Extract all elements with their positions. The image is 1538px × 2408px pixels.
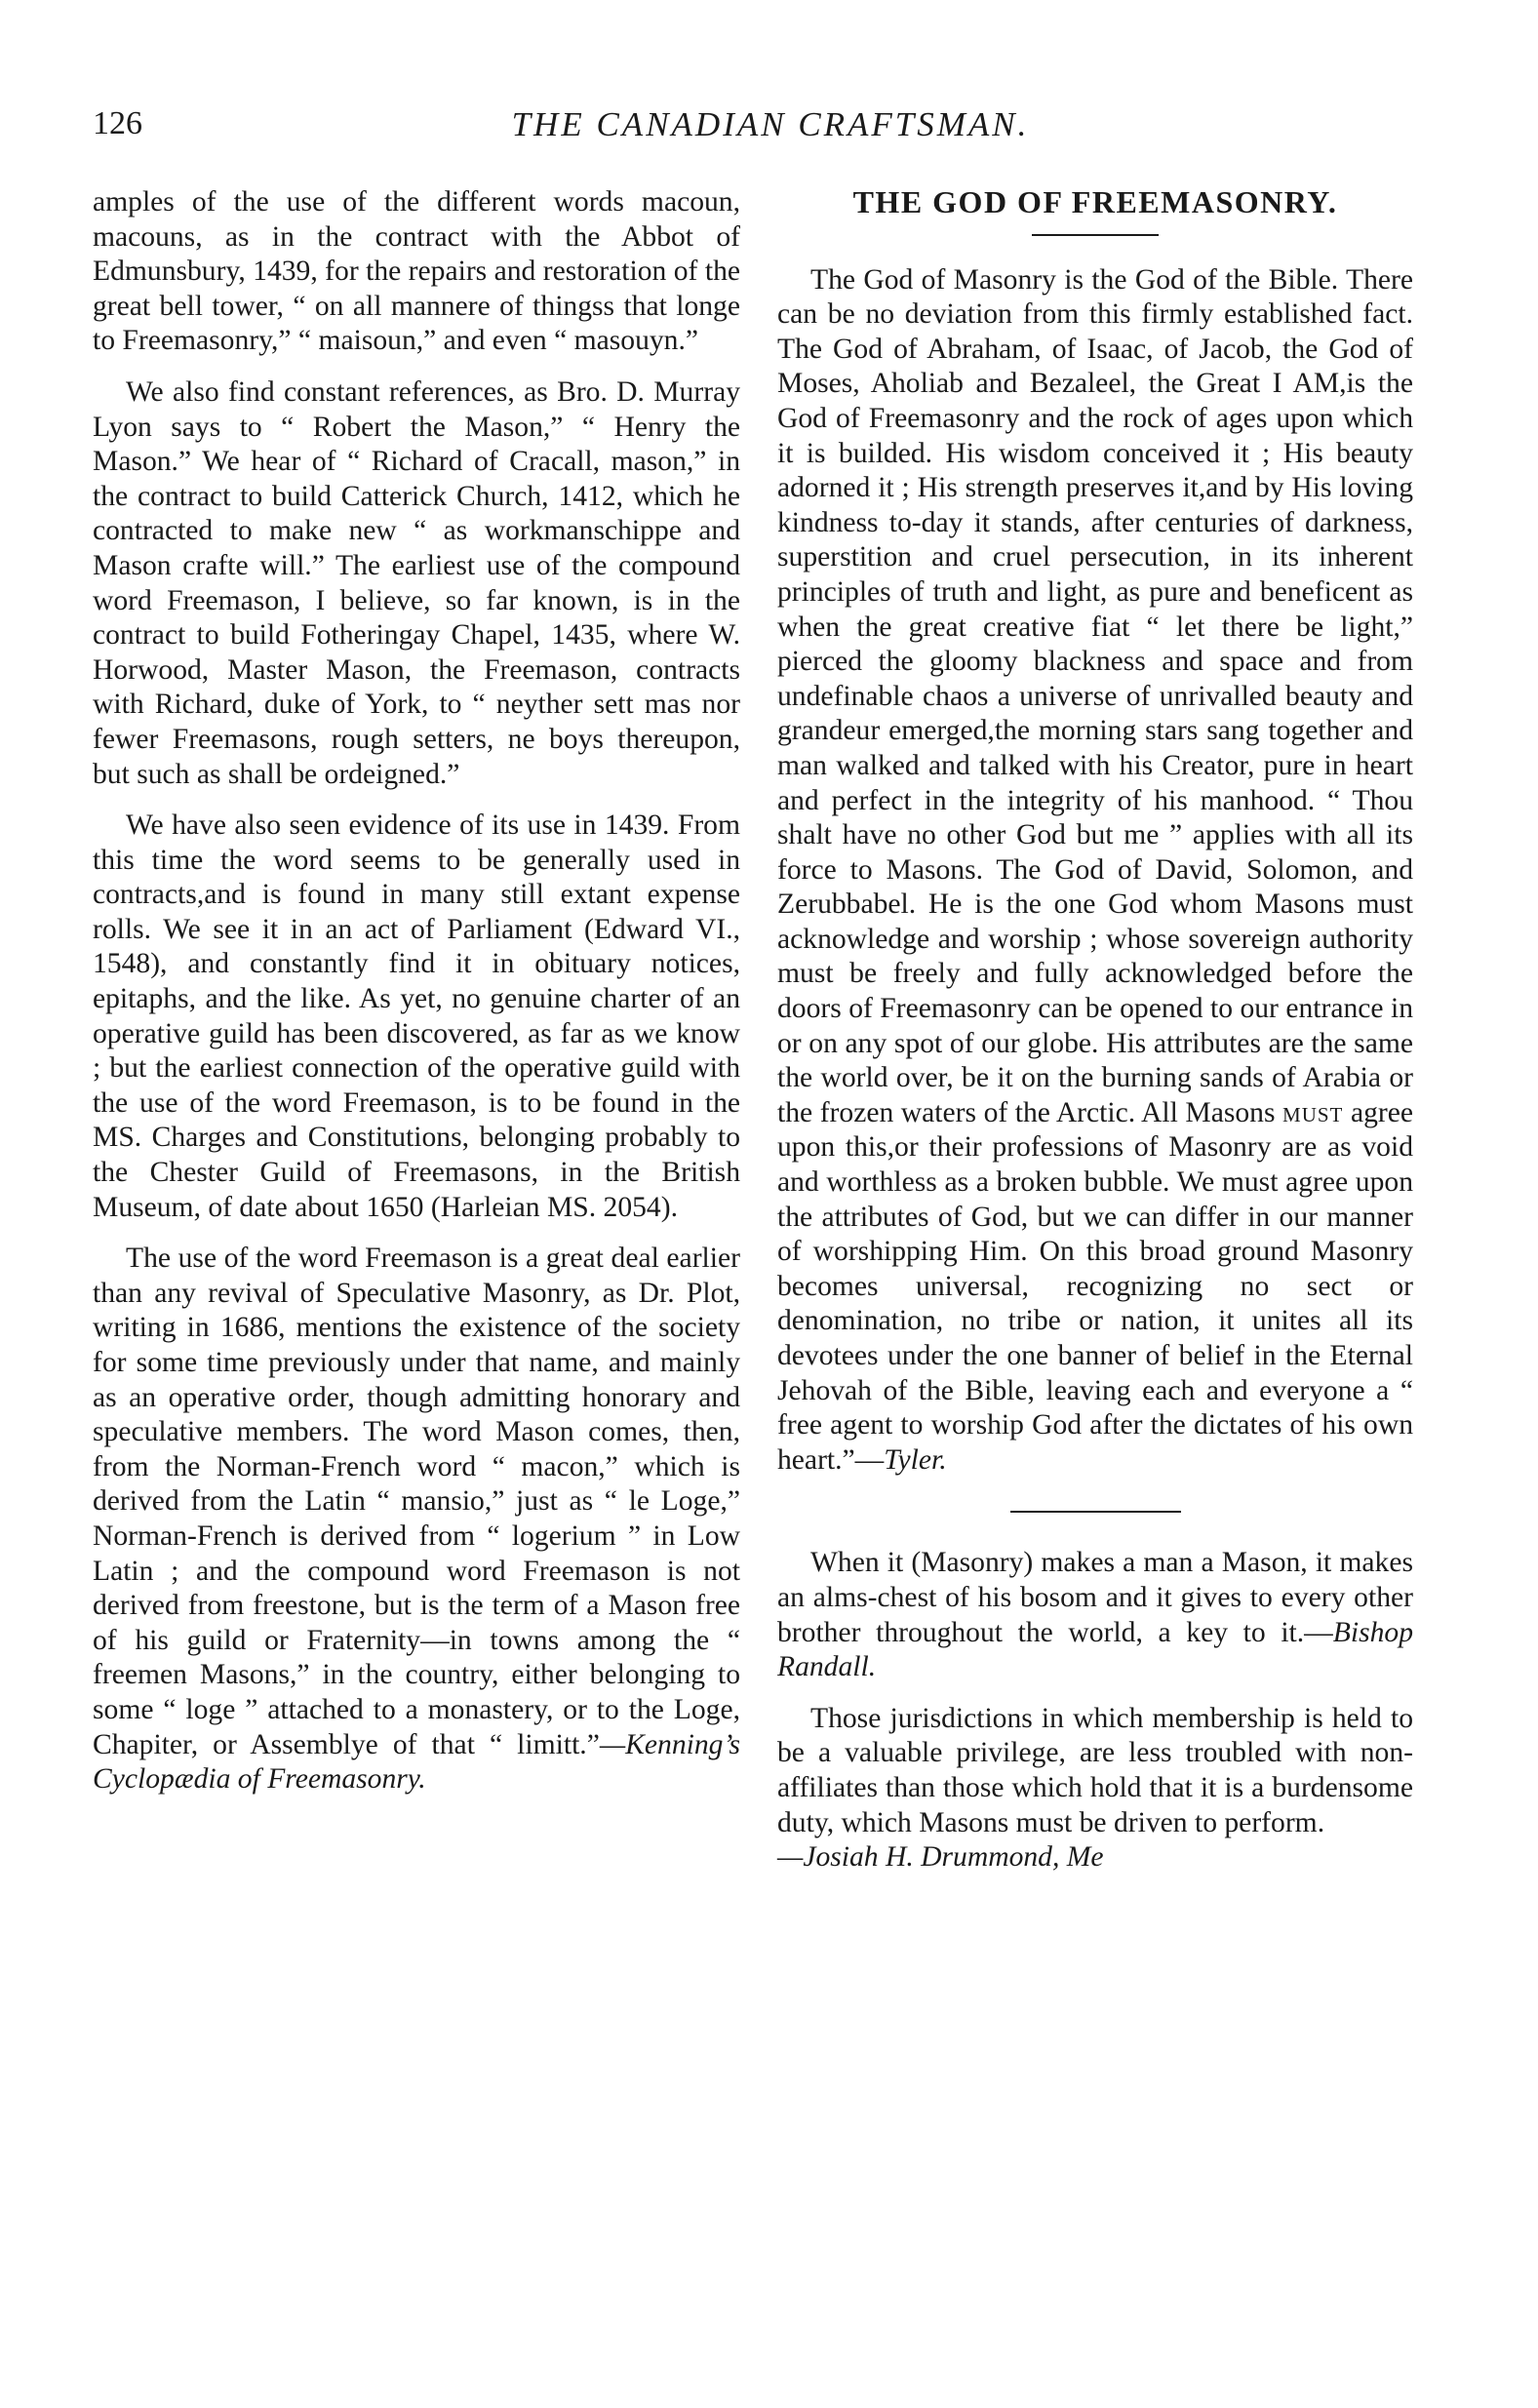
right-column [777, 185, 1413, 1892]
right-paragraph-1-part-a: The God of Masonry is the God of the Bible. There can be no deviation from this firmly established fact. The God of Abraham, of Isaac, of Jacob, the God of Moses, Aholiab and Bezaleel, the Great I AM,is the God of Freemasonry and the rock of ages upon which it is builded. His wisdom conceived it ; His beauty adorned it ; His strength preserves it,and by His loving kindness to-day it stands, after centuries of darkness, superstition and cruel persecution, in its inherent principles of truth and light, as pure and beneficent as when the great creative fiat “ let there be light,” pierced the gloomy blackness and space and from undefinable chaos a universe of unrivalled beauty and grandeur emerged,the morning stars sang together and man walked and talked with his Creator, pure in heart and perfect in the integrity of his manhood. “ Thou shalt have no other God but me ” applies with all its force to Masons. The God of David, Solomon, and Zerubbabel. He is the one God whom Masons must acknowledge and worship ; whose sovereign authority must be freely and fully acknowledged before the doors of Freemasonry can be opened to our entrance in or on any spot of our globe. His attributes are the same the world over, be it on the burning sands of Arabia or the frozen waters of the Arctic. All Masons [777, 263, 1413, 1128]
left-paragraph-3: We have also seen evidence of its use in 1439. From this time the word seems to be generally used in contracts,and is found in many still extant expense rolls. We see it in an act of Parliament (Edward VI., 1548), and constantly find it in obituary notices, epitaphs, and the like. As yet, no genuine charter of an operative guild has been discovered, as far as we know ; but the earliest connection of the operative guild with the use of the word Freemason, is to be found in the MS. Charges and Constitutions, belonging probably to the Chester Guild of Freemasons, in the British Museum, of date about 1650 (Harleian MS. 2054). [93, 809, 740, 1223]
right-paragraph-1-part-b: agree upon this,or their professions of Masonry are as void and worthless as a broken bubble. We must agree upon the attributes of God, but we can differ in our manner of worshipping Him. On this broad ground Masonry becomes universal, recognizing no sect or denomination, no tribe or nation, it unites all its devotees under the one banner of belief in the Eternal Jehovah of the Bible, leaving each and everyone a “ free agent to worship God after the dictates of his own heart.”— [777, 1096, 1413, 1476]
title-divider [1032, 234, 1159, 236]
left-paragraph-2: We also find constant references, as Bro. D. Murray Lyon says to “ Robert the Mason,” “ Henry the Mason.” We hear of “ Richard of Cracall, mason,” in the contract to build Catterick Church, 1412, which he contracted to make new “ as workmanschippe and Mason crafte will.” The earliest use of the compound word Freemason, I believe, so far known, is in the contract to build Fotheringay Chapel, 1435, where W. Horwood, Master Mason, the Freemason, contracts with Richard, duke of York, to “ neyther sett mas nor fewer Freemasons, rough setters, ne boys thereupon, but such as shall be ordeigned.” [93, 375, 740, 790]
left-paragraph-4-text: The use of the word Freemason is a great deal earlier than any revival of Speculative Masonry, as Dr. Plot, writing in 1686, mentions the existence of the society for some time previously under that name, and mainly as an operative order, though admitting honorary and speculative members. The word Mason comes, then, from the Norman-French word “ macon,” which is derived from the Latin “ mansio,” just as “ le Loge,” Norman-French is derived from “ logerium ” in Low Latin ; and the compound word Freemason is not derived from freestone, but is the term of a Mason free of his guild or Fraternity—in towns among the “ freemen Masons,” in the country, either belonging to some “ loge ” attached to a monastery, or to the Loge, Chapiter, or Assemblye of that “ limitt.” [93, 1243, 740, 1760]
section-divider [1010, 1511, 1181, 1513]
left-paragraph-4 [93, 1242, 740, 1797]
emphasis-must: must [1282, 1096, 1344, 1128]
right-paragraph-3-attribution: —Josiah H. Drummond, Me [777, 1841, 1104, 1874]
right-paragraph-1-attribution: Tyler. [884, 1443, 947, 1476]
article-title: THE GOD OF FREEMASONRY. [852, 184, 1338, 219]
left-column [93, 185, 740, 1814]
right-paragraph-1 [777, 263, 1413, 1479]
right-paragraph-3 [777, 1702, 1413, 1875]
left-paragraph-4-attribution: —Kenning’s Cyclopædia of Freemasonry. [93, 1728, 740, 1796]
page-number: 126 [93, 105, 142, 141]
right-paragraph-2-attribution: Bishop Randall. [777, 1616, 1413, 1683]
left-paragraph-1: amples of the use of the different words macoun, macouns, as in the contract with the Abbot of Edmunsbury, 1439, for the repairs and restoration of the great bell tower, “ on all mannere of thingss that longe to Freemasonry,” “ maisoun,” and even “ masouyn.” [93, 186, 740, 357]
right-paragraph-2-text: When it (Masonry) makes a man a Mason, it makes an alms-chest of his bosom and it gives to every other brother throughout the world, a key to it.— [777, 1547, 1413, 1648]
right-paragraph-2 [777, 1546, 1413, 1684]
page-header [93, 105, 1448, 154]
running-title: THE CANADIAN CRAFTSMAN. [511, 105, 1030, 143]
right-paragraph-3-text: Those jurisdictions in which membership is held to be a valuable privilege, are less troubled with non-affiliates than those which hold that it is a burdensome duty, which Masons must be driven to perform. [777, 1702, 1413, 1838]
